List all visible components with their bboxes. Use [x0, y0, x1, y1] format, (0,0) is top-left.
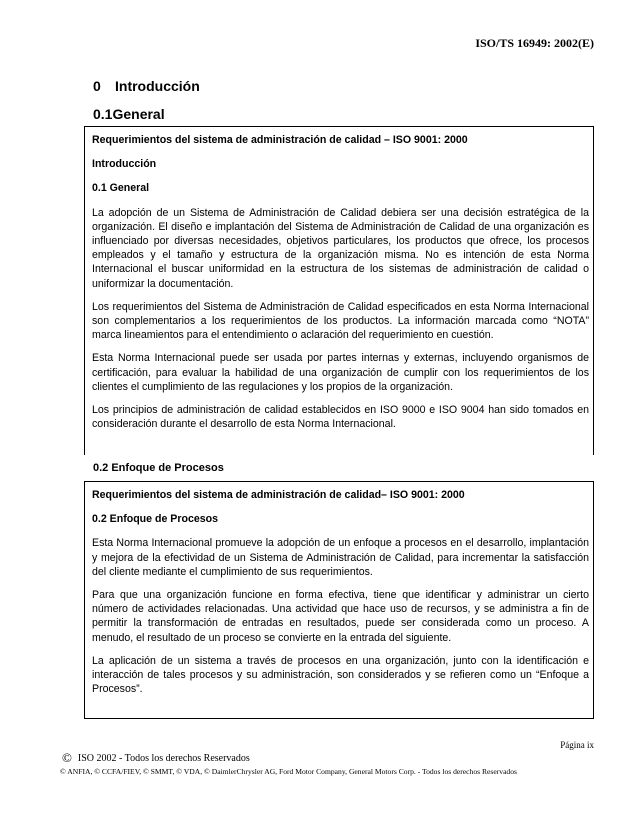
section-title: Introducción	[115, 78, 200, 94]
iso9001-quote-box-process	[84, 481, 594, 719]
paragraph: Los principios de administración de calidad establecidos en ISO 9000 e ISO 9004 han sido tomados en consideración durante el desarrollo de esta Norma Internacional.	[92, 404, 589, 431]
box-subheading-process: 0.2 Enfoque de Procesos	[92, 513, 218, 526]
paragraph: Esta Norma Internacional promueve la adopción de un enfoque a procesos en el desarrollo, implantación y mejora de la efectividad de un Sistema de Administración de Calidad, para incrementar la satisfacción del cliente mediante el cumplimiento de sus requerimientos.	[92, 537, 589, 578]
copyright-line	[62, 750, 250, 766]
section-0-2-heading: 0.2 Enfoque de Procesos	[93, 462, 224, 474]
licensees-notice: © ANFIA, © CCFA/FIEV, © SMMT, © VDA, © DaimlerChrysler AG, Ford Motor Company, General Motors Corp. - Todos los derechos Reservados	[60, 767, 517, 776]
section-0-1-heading: 0.1General	[93, 106, 165, 122]
paragraph: Los requerimientos del Sistema de Administración de Calidad especificados en esta Norma Internacional son complementarios a los requerimientos de los productos. La información marcada como “NOTA” marca lineamientos para el entendimiento o aclaración del requerimiento en cuestión.	[92, 300, 589, 342]
box-subheading-general: 0.1 General	[92, 182, 150, 195]
paragraph: La adopción de un Sistema de Administración de Calidad debiera ser una decisión estratégica de la organización. El diseño e implantación del Sistema de Administración de Calidad de una organización es influenciado por diversas necesidades, objetivos particulares, los productos que ofrece, los procesos empleados y el tamaño y estructura de la organización misma. No es intención de esta Norma Internacional el buscar uniformidad en la estructura de los sistemas de administración de calidad o uniformizar la documentación.	[92, 206, 589, 290]
page-number: Página ix	[560, 740, 594, 750]
paragraph: Esta Norma Internacional puede ser usada por partes internas y externas, incluyendo organismos de certificación, para evaluar la habilidad de una organización de cumplir con los requerimientos de los clientes el cumplimiento de las regulaciones y los propios de la organización.	[92, 352, 589, 393]
document-id: ISO/TS 16949: 2002(E)	[475, 36, 594, 50]
section-0-heading	[93, 78, 200, 94]
paragraph: Para que una organización funcione en forma efectiva, tiene que identificar y administrar un cierto número de actividades relacionadas. Una actividad que hace uso de recursos, y se administra a fin de permitir la transformación de entradas en resultados, puede ser considerada como un proceso. A menudo, el resultado de un proceso se convierte en la entrada del siguiente.	[92, 589, 589, 644]
copyright-text: ISO 2002 - Todos los derechos Reservados	[77, 753, 250, 764]
box-heading: Requerimientos del sistema de administración de calidad – ISO 9001: 2000	[92, 134, 468, 146]
box-heading: Requerimientos del sistema de administración de calidad– ISO 9001: 2000	[92, 489, 465, 501]
section-number: 0	[93, 78, 101, 94]
paragraph: La aplicación de un sistema a través de procesos en una organización, junto con la identificación e interacción de tales procesos y su administración, son considerados y se refieren como un “Enfoque a Procesos”.	[92, 654, 589, 696]
iso9001-quote-box-general	[84, 126, 594, 455]
copyright-icon: ©	[62, 750, 72, 765]
box-subheading-intro: Introducción	[92, 158, 157, 171]
